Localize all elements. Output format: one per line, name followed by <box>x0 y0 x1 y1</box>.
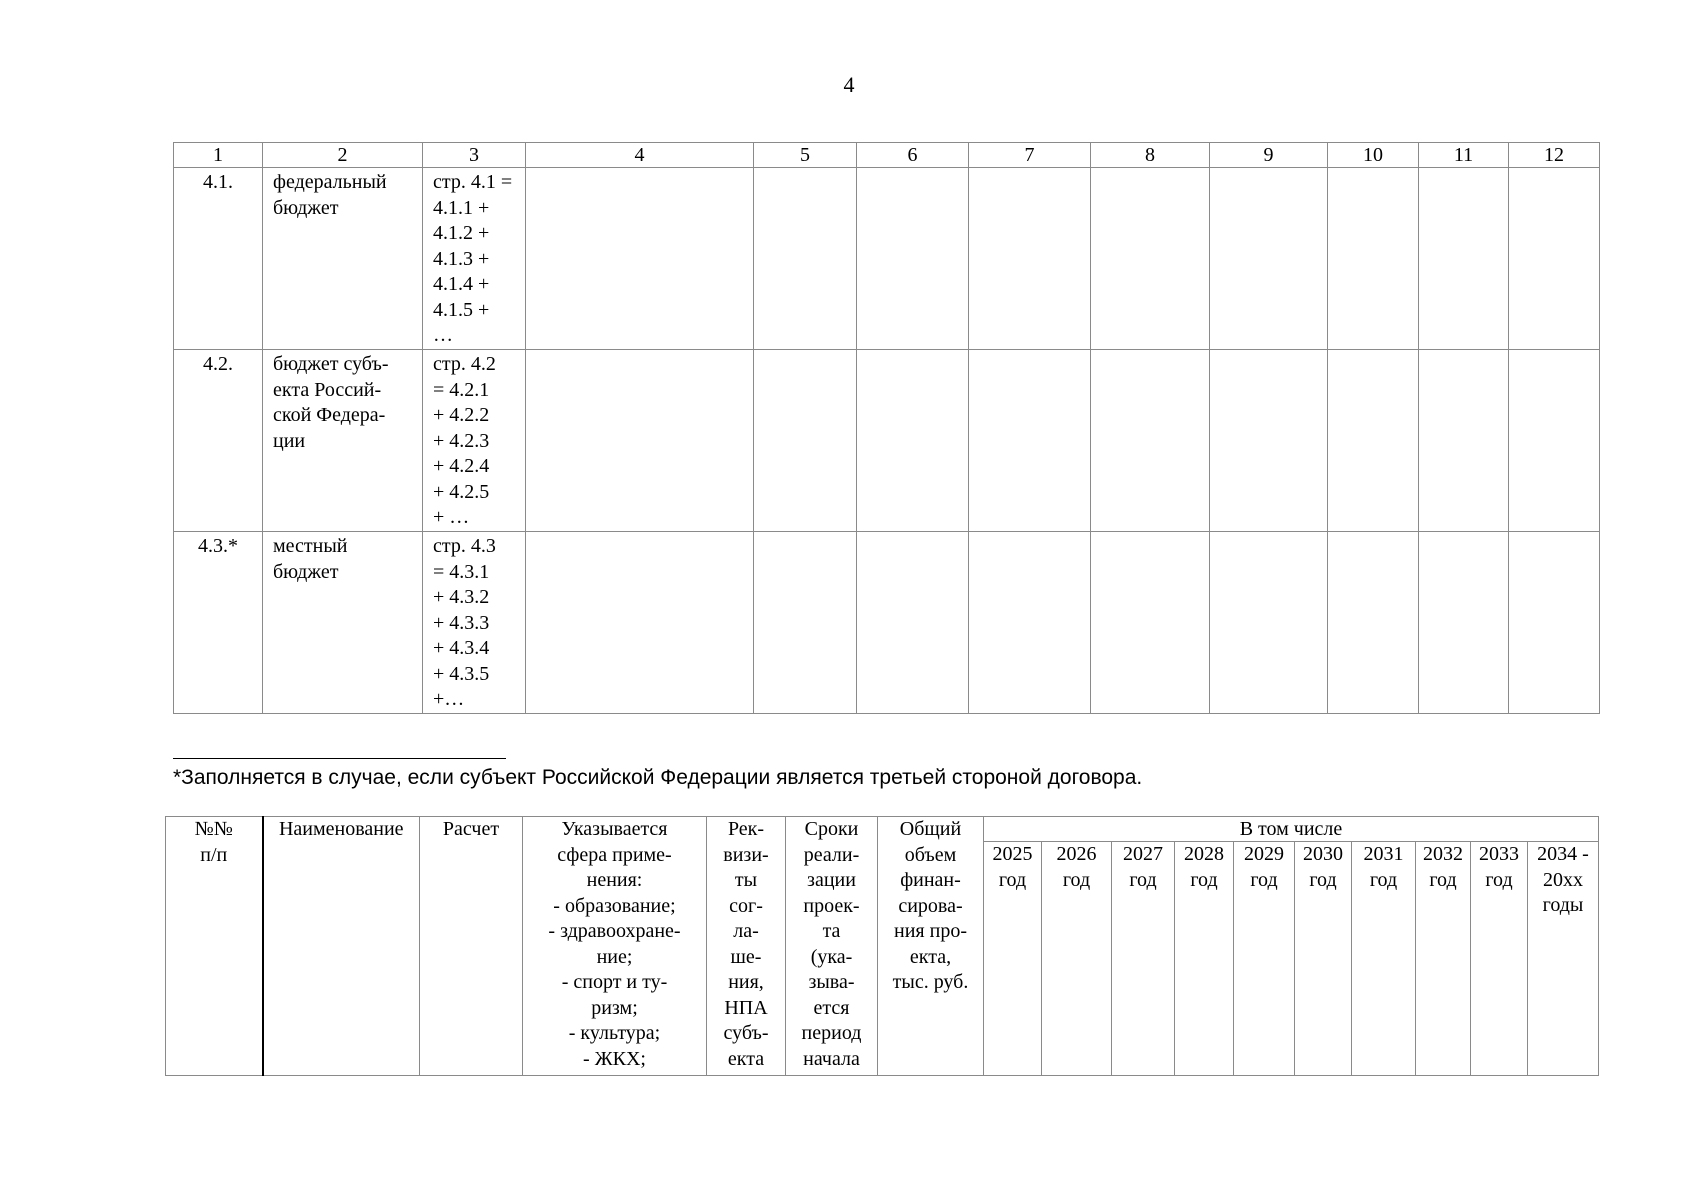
text-line: начала <box>803 1047 860 1070</box>
text-line: 2030 <box>1303 843 1343 865</box>
text-line: бюджет <box>273 560 339 583</box>
column-number: 12 <box>1509 143 1600 168</box>
text-line: + 4.2.3 <box>433 429 490 452</box>
footnote: *Заполняется в случае, если субъект Российской Федерации является третьей стороной договора. <box>173 766 1143 789</box>
empty-cell <box>1091 350 1210 532</box>
empty-cell <box>1328 350 1419 532</box>
text-line: 2026 <box>1056 843 1097 865</box>
text-line: зыва- <box>808 971 855 993</box>
text-line: 2027 <box>1123 843 1163 865</box>
text-line: нения: <box>586 869 643 891</box>
text-line: год <box>1190 868 1218 891</box>
column-number: 1 <box>174 143 263 168</box>
text-line: екта <box>727 1047 765 1070</box>
text-line: Указывается <box>561 818 668 840</box>
empty-cell <box>754 350 857 532</box>
budget-name <box>263 168 423 350</box>
empty-cell <box>1328 168 1419 350</box>
text-line: + … <box>433 506 470 528</box>
text-line: бюджет <box>273 196 339 219</box>
text-line: стр. 4.3 <box>433 535 496 557</box>
empty-cell <box>857 168 969 350</box>
text-line: (ука- <box>810 945 853 968</box>
text-line: 2032 <box>1423 843 1463 865</box>
empty-cell <box>969 350 1091 532</box>
text-line: год <box>1369 868 1398 891</box>
year-header <box>1528 842 1599 1076</box>
text-line: +… <box>433 688 465 710</box>
requisites-header <box>707 817 786 1076</box>
text-line: субъ- <box>723 1022 769 1044</box>
name-header: Наименование <box>263 817 420 1076</box>
footnote-separator <box>173 758 506 759</box>
column-number: 2 <box>263 143 423 168</box>
text-line: тыс. руб. <box>892 971 969 993</box>
text-line: ние; <box>596 945 633 968</box>
text-line: №№ <box>194 818 233 840</box>
sphere-header <box>523 817 707 1076</box>
text-line: екта, <box>909 945 952 968</box>
text-line: федеральный <box>273 171 387 193</box>
text-line: екта Россий- <box>273 378 382 401</box>
text-line: год <box>1309 868 1337 891</box>
project-header-table <box>165 816 1599 1076</box>
empty-cell <box>526 350 754 532</box>
text-line: 2029 <box>1244 843 1284 865</box>
year-header <box>1042 842 1112 1076</box>
text-line: … <box>433 324 453 346</box>
empty-cell <box>1210 532 1328 714</box>
text-line: бюджет субъ- <box>273 353 389 375</box>
empty-cell <box>1509 532 1600 714</box>
text-line: - образование; <box>553 894 676 917</box>
empty-cell <box>1091 168 1210 350</box>
empty-cell <box>526 532 754 714</box>
table-row <box>174 168 1600 350</box>
page-number: 4 <box>843 72 855 97</box>
column-number: 9 <box>1210 143 1328 168</box>
text-line: + 4.2.5 <box>433 480 490 503</box>
text-line: ризм; <box>591 996 638 1019</box>
text-line: ше- <box>730 945 762 968</box>
text-line: год <box>1429 868 1457 891</box>
year-header <box>1234 842 1295 1076</box>
text-line: 4.1.1 + <box>433 196 490 219</box>
budget-name <box>263 532 423 714</box>
text-line: реали- <box>803 843 860 866</box>
empty-cell <box>969 168 1091 350</box>
text-line: ской Федера- <box>273 404 386 426</box>
year-header <box>1112 842 1175 1076</box>
empty-cell <box>969 532 1091 714</box>
text-line: + 4.3.4 <box>433 637 490 659</box>
text-line: местный <box>273 535 348 557</box>
empty-cell <box>1509 350 1600 532</box>
column-number: 7 <box>969 143 1091 168</box>
text-line: 4.1.2 + <box>433 222 490 244</box>
text-line: финан- <box>900 869 961 891</box>
text-line: проек- <box>803 894 860 917</box>
text-line: 4.1.4 + <box>433 273 490 295</box>
empty-cell <box>1419 350 1509 532</box>
text-line: стр. 4.2 <box>433 353 496 375</box>
table-row <box>174 532 1600 714</box>
text-line: - ЖКХ; <box>583 1047 646 1070</box>
year-header <box>1295 842 1352 1076</box>
text-line: ния, <box>728 971 764 993</box>
empty-cell <box>1091 532 1210 714</box>
empty-cell <box>857 532 969 714</box>
empty-cell <box>526 168 754 350</box>
text-line: 2028 <box>1184 843 1224 865</box>
funding-table <box>173 142 1600 714</box>
calculation <box>423 532 526 714</box>
text-line: Общий <box>899 818 962 840</box>
total-funding-header <box>878 817 984 1076</box>
year-header <box>1416 842 1471 1076</box>
text-line: + 4.3.2 <box>433 586 490 608</box>
year-header <box>1471 842 1528 1076</box>
including-header: В том числе <box>984 817 1599 842</box>
column-number: 6 <box>857 143 969 168</box>
column-number: 5 <box>754 143 857 168</box>
column-number-row <box>174 143 1600 168</box>
text-line: Сроки <box>804 818 859 840</box>
calculation <box>423 168 526 350</box>
text-line: = 4.3.1 <box>433 560 490 583</box>
text-line: ния про- <box>894 920 967 942</box>
text-line: 20хх <box>1543 868 1583 891</box>
row-number: 4.2. <box>174 350 263 532</box>
text-line: - культура; <box>568 1022 661 1044</box>
text-line: сирова- <box>898 894 963 917</box>
text-line: объем <box>904 843 957 866</box>
text-line: ции <box>273 429 306 452</box>
text-line: ется <box>813 996 850 1019</box>
empty-cell <box>857 350 969 532</box>
table-row <box>174 350 1600 532</box>
empty-cell <box>1328 532 1419 714</box>
text-line: сфера приме- <box>557 843 672 866</box>
text-line: сог- <box>729 894 763 917</box>
empty-cell <box>1509 168 1600 350</box>
text-line: п/п <box>200 843 228 866</box>
column-number: 11 <box>1419 143 1509 168</box>
column-number: 8 <box>1091 143 1210 168</box>
calc-header: Расчет <box>420 817 523 1076</box>
text-line: период <box>801 1022 862 1044</box>
row-number: 4.3.* <box>174 532 263 714</box>
text-line: стр. 4.1 = <box>433 171 513 193</box>
text-line: - спорт и ту- <box>561 971 668 993</box>
text-line: 4.1.3 + <box>433 247 490 270</box>
text-line: годы <box>1542 894 1584 916</box>
text-line: зации <box>807 869 856 891</box>
row-number: 4.1. <box>174 168 263 350</box>
text-line: год <box>1062 868 1091 891</box>
empty-cell <box>754 168 857 350</box>
column-number: 10 <box>1328 143 1419 168</box>
text-line: та <box>822 920 841 942</box>
text-line: 2033 <box>1479 843 1519 865</box>
text-line: год <box>998 868 1027 891</box>
text-line: + 4.3.3 <box>433 611 490 634</box>
text-line: год <box>1129 868 1157 891</box>
text-line: Рек- <box>727 818 765 840</box>
text-line: + 4.3.5 <box>433 662 490 685</box>
text-line: ла- <box>733 920 759 942</box>
terms-header <box>786 817 878 1076</box>
empty-cell <box>1419 532 1509 714</box>
text-line: + 4.2.2 <box>433 404 490 426</box>
budget-name <box>263 350 423 532</box>
text-line: год <box>1250 868 1278 891</box>
empty-cell <box>754 532 857 714</box>
text-line: 2025 <box>992 843 1033 865</box>
num-header <box>166 817 263 1076</box>
text-line: 2034 - <box>1537 843 1589 865</box>
empty-cell <box>1210 168 1328 350</box>
text-line: визи- <box>723 843 769 866</box>
text-line: + 4.2.4 <box>433 455 490 477</box>
text-line: ты <box>734 869 758 891</box>
year-header <box>1175 842 1234 1076</box>
year-header <box>1352 842 1416 1076</box>
empty-cell <box>1419 168 1509 350</box>
year-header <box>984 842 1042 1076</box>
text-line: НПА <box>724 996 768 1019</box>
text-line: - здравоохране- <box>548 920 681 942</box>
calculation <box>423 350 526 532</box>
text-line: 4.1.5 + <box>433 298 490 321</box>
text-line: 2031 <box>1363 843 1404 865</box>
empty-cell <box>1210 350 1328 532</box>
text-line: = 4.2.1 <box>433 378 490 401</box>
text-line: год <box>1485 868 1513 891</box>
column-number: 3 <box>423 143 526 168</box>
column-number: 4 <box>526 143 754 168</box>
